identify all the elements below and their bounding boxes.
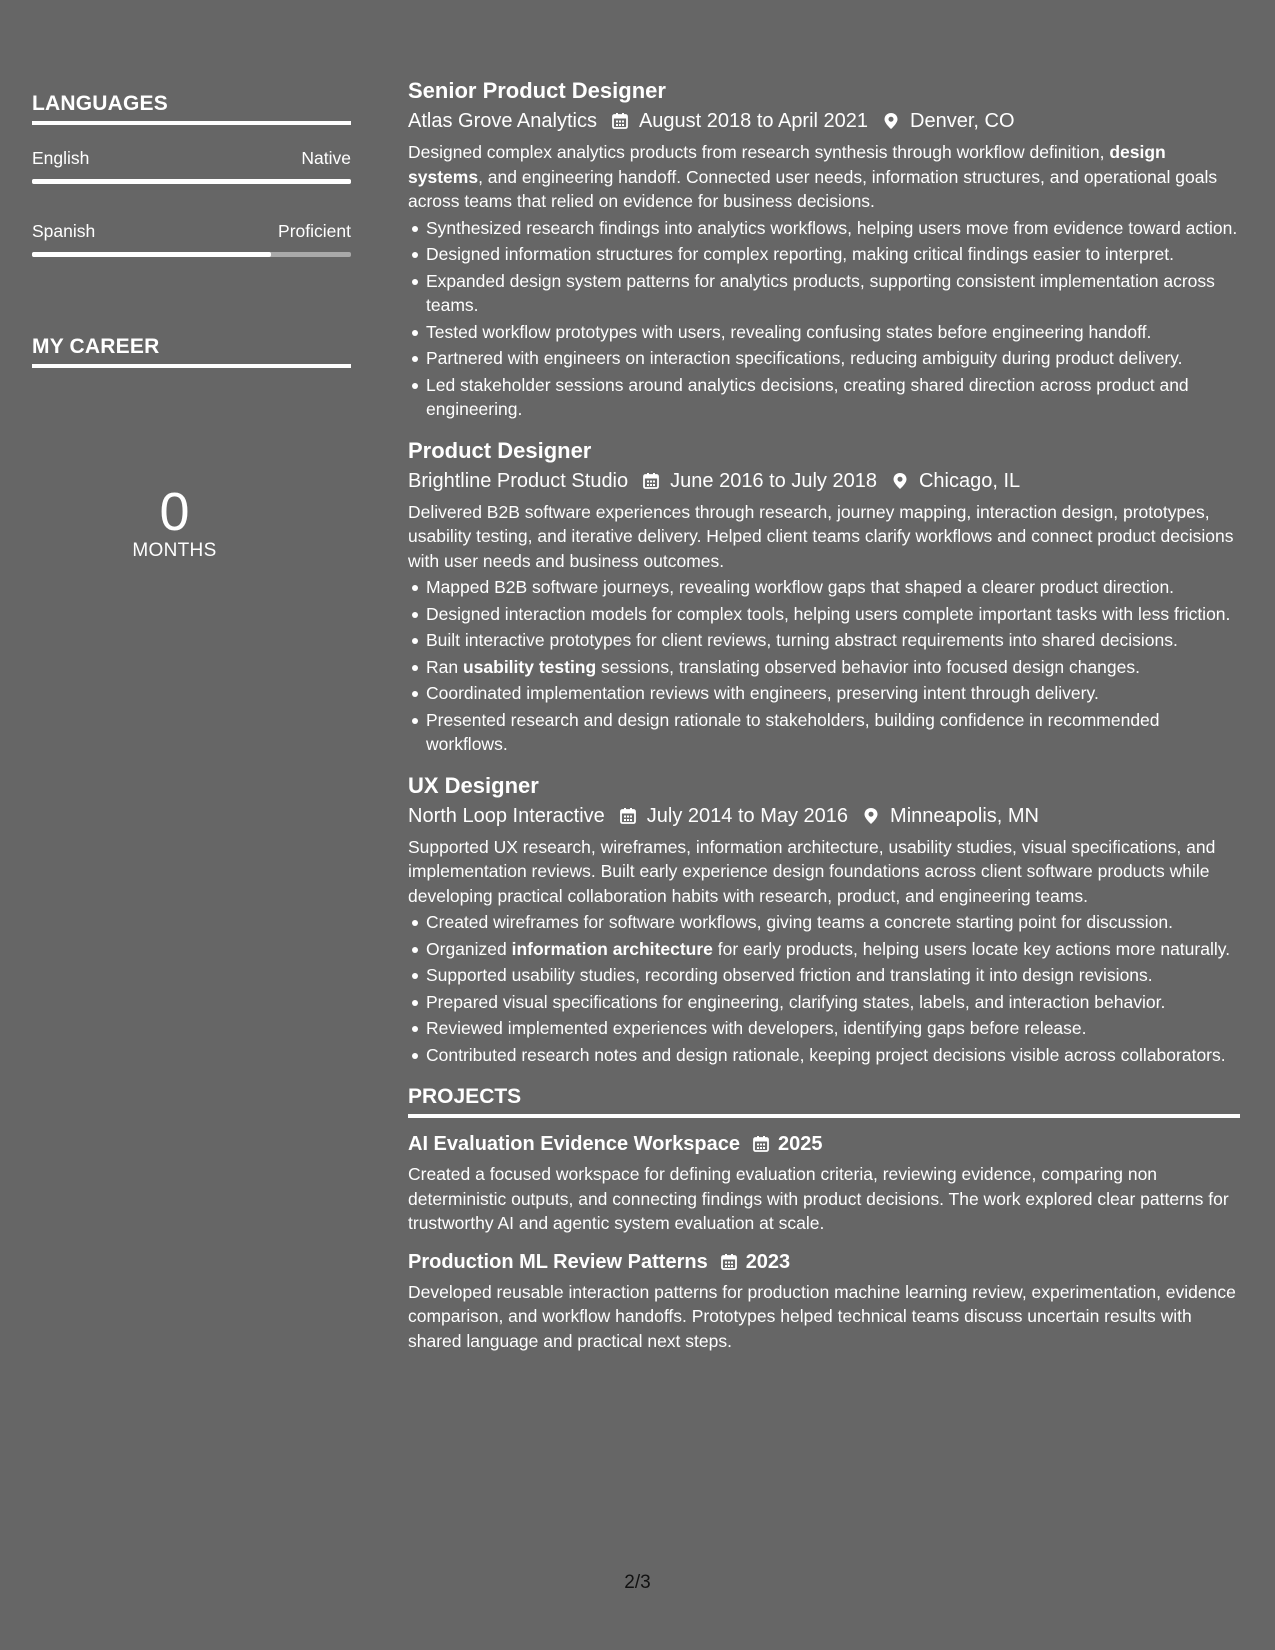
bullet-item: Synthesized research findings into analytics workflows, helping users move from evidence toward action. bbox=[426, 216, 1240, 241]
calendar-icon bbox=[611, 112, 629, 130]
proficiency-bar bbox=[32, 179, 351, 184]
job-location: Denver, CO bbox=[910, 110, 1015, 132]
bullet-item: Expanded design system patterns for analytics products, supporting consistent implementation across teams. bbox=[426, 269, 1240, 318]
career-counter bbox=[32, 484, 317, 562]
job-entry bbox=[408, 436, 1240, 757]
bullet-item: Tested workflow prototypes with users, revealing confusing states before engineering handoff. bbox=[426, 320, 1240, 345]
bullet-item: Coordinated implementation reviews with engineers, preserving intent through delivery. bbox=[426, 681, 1240, 706]
proficiency-bar bbox=[32, 252, 351, 257]
job-dates: June 2016 to July 2018 bbox=[670, 469, 877, 492]
bullet-item: Prepared visual specifications for engineering, clarifying states, labels, and interaction behavior. bbox=[426, 990, 1240, 1015]
job-description: Delivered B2B software experiences through research, journey mapping, interaction design, prototypes, usability testing, and iterative delivery. Helped client teams clarify workflows and connect product decisions with user needs and business outcomes. bbox=[408, 501, 1234, 571]
job-description: Supported UX research, wireframes, information architecture, usability studies, visual specifications, and implementation reviews. Built early experience design foundations across client software products while developing practical collaboration habits with research, product, and engineering teams. bbox=[408, 836, 1216, 906]
languages-heading: LANGUAGES bbox=[32, 92, 351, 125]
proficiency-fill bbox=[32, 252, 271, 257]
company-name: North Loop Interactive bbox=[408, 804, 605, 827]
career-number: 0 bbox=[159, 482, 190, 542]
bullet-item: Presented research and design rationale to stakeholders, building confidence in recommended workflows. bbox=[426, 708, 1240, 757]
location-pin-icon bbox=[862, 807, 880, 825]
main-content bbox=[408, 76, 1240, 1353]
projects-heading: PROJECTS bbox=[408, 1085, 1240, 1118]
career-heading: MY CAREER bbox=[32, 335, 351, 368]
language-item bbox=[32, 147, 351, 184]
job-entry bbox=[408, 76, 1240, 422]
bullet-item: Organized information architecture for early products, helping users locate key actions more naturally. bbox=[426, 937, 1240, 962]
job-title: UX Designer bbox=[408, 772, 539, 798]
job-meta bbox=[408, 106, 1240, 136]
company-name: Atlas Grove Analytics bbox=[408, 110, 597, 132]
project-description: Developed reusable interaction patterns for production machine learning review, experimentation, evidence comparison, and workflow handoffs. Prototypes helped technical teams discuss uncertain results with shared language and practical next steps. bbox=[408, 1281, 1236, 1351]
project-description: Created a focused workspace for defining evaluation criteria, reviewing evidence, comparing non deterministic outputs, and connecting findings with product decisions. The work explored clear patterns for trustworthy AI and agentic system evaluation at scale. bbox=[408, 1164, 1229, 1233]
location-pin-icon bbox=[891, 472, 909, 490]
project-name: AI Evaluation Evidence Workspace bbox=[408, 1133, 740, 1155]
job-meta bbox=[408, 801, 1240, 831]
proficiency-fill bbox=[32, 179, 351, 184]
career-unit: MONTHS bbox=[132, 540, 217, 561]
project-entry bbox=[408, 1248, 1240, 1354]
language-name: Spanish bbox=[32, 221, 96, 241]
project-year: 2025 bbox=[777, 1133, 823, 1155]
bullet-item: Ran usability testing sessions, translating observed behavior into focused design changes. bbox=[426, 655, 1240, 680]
bullet-item: Designed interaction models for complex tools, helping users complete important tasks with less friction. bbox=[426, 602, 1240, 627]
job-title: Product Designer bbox=[408, 437, 592, 463]
calendar-icon bbox=[720, 1253, 738, 1271]
page-number: 2/3 bbox=[624, 1572, 651, 1593]
job-description: Designed complex analytics products from research synthesis through workflow definition, design systems, and engineering handoff. Connected user needs, information structures, and operational goals across teams that relied on evidence for business decisions. bbox=[408, 142, 1218, 211]
project-entry bbox=[408, 1130, 1240, 1236]
job-bullets bbox=[408, 216, 1240, 422]
bullet-item: Contributed research notes and design rationale, keeping project decisions visible across collaborators. bbox=[426, 1043, 1240, 1068]
bullet-item: Created wireframes for software workflows, giving teams a concrete starting point for discussion. bbox=[426, 910, 1240, 935]
company-name: Brightline Product Studio bbox=[408, 469, 629, 492]
bullet-item: Led stakeholder sessions around analytics decisions, creating shared direction across product and engineering. bbox=[426, 373, 1240, 422]
bullet-item: Supported usability studies, recording observed friction and translating it into design revisions. bbox=[426, 963, 1240, 988]
language-item bbox=[32, 220, 351, 257]
bullet-item: Partnered with engineers on interaction specifications, reducing ambiguity during product delivery. bbox=[426, 346, 1240, 371]
job-dates: August 2018 to April 2021 bbox=[638, 110, 869, 132]
bullet-item: Built interactive prototypes for client reviews, turning abstract requirements into shared decisions. bbox=[426, 628, 1240, 653]
bullet-item: Designed information structures for complex reporting, making critical findings easier to interpret. bbox=[426, 242, 1240, 267]
job-meta bbox=[408, 466, 1240, 496]
job-bullets bbox=[408, 575, 1240, 757]
job-entry bbox=[408, 771, 1240, 1068]
location-pin-icon bbox=[882, 112, 900, 130]
bullet-item: Mapped B2B software journeys, revealing workflow gaps that shaped a clearer product direction. bbox=[426, 575, 1240, 600]
project-year: 2023 bbox=[745, 1250, 791, 1273]
calendar-icon bbox=[619, 807, 637, 825]
bullet-item: Reviewed implemented experiences with developers, identifying gaps before release. bbox=[426, 1016, 1240, 1041]
language-level: Proficient bbox=[278, 221, 351, 241]
language-name: English bbox=[32, 148, 90, 168]
job-location: Minneapolis, MN bbox=[890, 804, 1039, 827]
job-bullets bbox=[408, 910, 1240, 1067]
job-location: Chicago, IL bbox=[918, 469, 1021, 492]
job-dates: July 2014 to May 2016 bbox=[646, 804, 849, 827]
job-title: Senior Product Designer bbox=[408, 78, 666, 103]
calendar-icon bbox=[642, 472, 660, 490]
project-name: Production ML Review Patterns bbox=[408, 1250, 708, 1273]
language-level: Native bbox=[301, 148, 351, 168]
calendar-icon bbox=[752, 1135, 770, 1153]
sidebar bbox=[32, 92, 351, 562]
